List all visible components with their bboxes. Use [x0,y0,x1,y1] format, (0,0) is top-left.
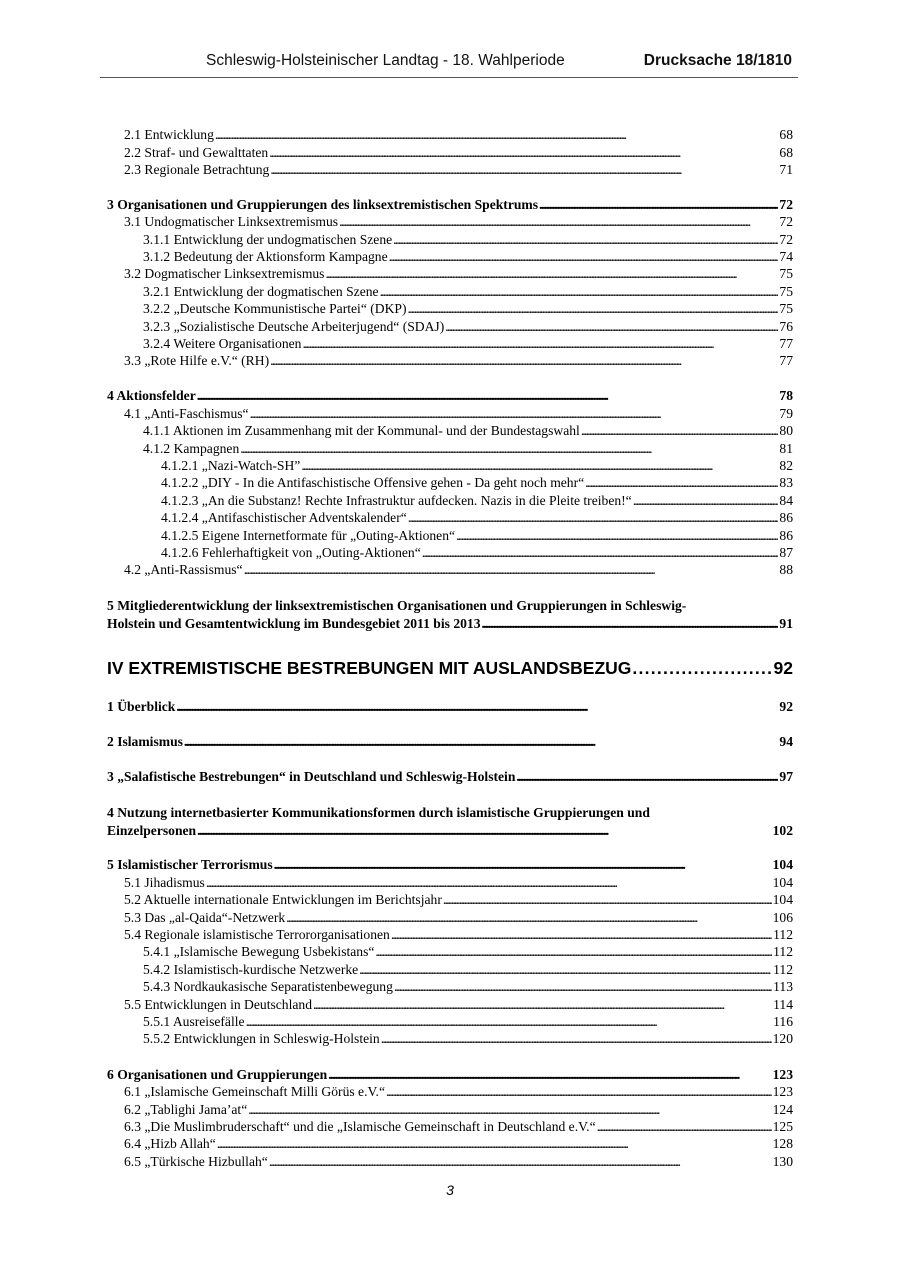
toc-entry[interactable]: 6.5 „Türkische Hizbullah“ . . . 130 [107,1153,793,1170]
toc-entry[interactable]: 4.1.1 Aktionen im Zusammenhang mit der Kommunal- und der Bundestagswahl . . . 80 [107,422,793,439]
toc-entry-multiline[interactable]: 4 Nutzung internetbasierter Kommunikationsformen durch islamistische Gruppierungen und Einzelpersonen . . . 102 [107,804,793,839]
toc-entry[interactable]: 5.4.1 „Islamische Bewegung Usbekistans“ . . . 112 [107,943,793,960]
toc-entry[interactable]: 5.5.2 Entwicklungen in Schleswig-Holstein . . . 120 [107,1030,793,1047]
toc-entry-multiline[interactable]: 5 Mitgliederentwicklung der linksextremistischen Organisationen und Gruppierungen in Schleswig- Holstein und Gesamtentwicklung im Bundesgebiet 2011 bis 2013 . . . 91 [107,597,793,632]
toc-entry[interactable]: 6.2 „Tablighi Jama’at“ . . . 124 [107,1101,793,1118]
toc-entry[interactable]: 4.1.2.6 Fehlerhaftigkeit von „Outing-Aktionen“ . . . 87 [107,544,793,561]
toc-entry[interactable]: 5.4 Regionale islamistische Terrororganisationen . . . 112 [107,926,793,943]
toc-entry[interactable]: 6.1 „Islamische Gemeinschaft Milli Görüs e.V.“ . . . 123 [107,1083,793,1100]
toc-entry[interactable]: 4.1.2.4 „Antifaschistischer Adventskalender“ . . . 86 [107,509,793,526]
toc-entry[interactable]: 3.1.2 Bedeutung der Aktionsform Kampagne . . . 74 [107,248,793,265]
page-header [100,52,798,74]
toc-entry[interactable]: 3.2.2 „Deutsche Kommunistische Partei“ (DKP) . . . 75 [107,300,793,317]
toc-entry[interactable]: 3.1.1 Entwicklung der undogmatischen Szene . . . 72 [107,231,793,248]
toc-entry[interactable]: 4 Aktionsfelder . . . 78 [107,387,793,404]
toc-entry[interactable]: 5 Islamistischer Terrorismus . . . 104 [107,856,793,873]
header-divider [100,77,798,78]
toc-entry[interactable]: 6 Organisationen und Gruppierungen . . . 123 [107,1066,793,1083]
toc-entry[interactable]: 5.4.3 Nordkaukasische Separatistenbewegung . . . 113 [107,978,793,995]
toc-entry[interactable]: 4.2 „Anti-Rassismus“ . . . 88 [107,561,793,578]
toc-entry[interactable]: 3.2.1 Entwicklung der dogmatischen Szene . . . 75 [107,283,793,300]
toc-entry[interactable]: 3.2.4 Weitere Organisationen . . . 77 [107,335,793,352]
toc-entry[interactable]: 5.5.1 Ausreisefälle . . . 116 [107,1013,793,1030]
toc-entry[interactable]: 6.4 „Hizb Allah“ . . . 128 [107,1135,793,1152]
toc-entry[interactable]: 3 „Salafistische Bestrebungen“ in Deutschland und Schleswig-Holstein . . . 97 [107,768,793,785]
toc-entry[interactable]: 3 Organisationen und Gruppierungen des linksextremistischen Spektrums . . . 72 [107,196,793,213]
toc-entry[interactable]: 3.2.3 „Sozialistische Deutsche Arbeiterjugend“ (SDAJ) . . . 76 [107,318,793,335]
toc-entry[interactable]: 3.1 Undogmatischer Linksextremismus . . . 72 [107,213,793,230]
toc-entry[interactable]: 4.1.2.3 „An die Substanz! Rechte Infrastruktur aufdecken. Nazis in die Pleite treiben!“ . . . 84 [107,492,793,509]
toc-entry[interactable]: 4.1.2 Kampagnen . . . 81 [107,440,793,457]
toc-entry[interactable]: 2.3 Regionale Betrachtung . . . 71 [107,161,793,178]
toc-entry[interactable]: 5.3 Das „al-Qaida“-Netzwerk . . . 106 [107,909,793,926]
toc-entry[interactable]: 6.3 „Die Muslimbruderschaft“ und die „Islamische Gemeinschaft in Deutschland e.V.“ . . . 125 [107,1118,793,1135]
toc-entry[interactable]: 2.1 Entwicklung . . . 68 [107,126,793,143]
toc-entry[interactable]: 3.2 Dogmatischer Linksextremismus . . . 75 [107,265,793,282]
toc-part-heading[interactable]: IV EXTREMISTISCHE BESTREBUNGEN MIT AUSLANDSBEZUG . . . 92 [107,657,793,679]
page-number: 3 [446,1182,454,1198]
document-number: Drucksache 18/1810 [643,52,792,69]
toc-entry[interactable]: 5.5 Entwicklungen in Deutschland . . . 114 [107,996,793,1013]
toc-entry[interactable]: 2.2 Straf- und Gewalttaten . . . 68 [107,144,793,161]
toc-entry[interactable]: 4.1.2.5 Eigene Internetformate für „Outing-Aktionen“ . . . 86 [107,527,793,544]
toc-entry[interactable]: 4.1.2.2 „DIY - In die Antifaschistische Offensive gehen - Da geht noch mehr“ . . . 83 [107,474,793,491]
toc-entry[interactable]: 3.3 „Rote Hilfe e.V.“ (RH) . . . 77 [107,352,793,369]
header-title: Schleswig-Holsteinischer Landtag - 18. Wahlperiode [206,52,565,69]
toc-entry[interactable]: 5.4.2 Islamistisch-kurdische Netzwerke . . . 112 [107,961,793,978]
toc-entry[interactable]: 4.1 „Anti-Faschismus“ . . . 79 [107,405,793,422]
toc-entry[interactable]: 1 Überblick . . . 92 [107,698,793,715]
toc-entry[interactable]: 5.2 Aktuelle internationale Entwicklungen im Berichtsjahr . . . 104 [107,891,793,908]
toc-entry[interactable]: 5.1 Jihadismus . . . 104 [107,874,793,891]
toc-entry[interactable]: 4.1.2.1 „Nazi-Watch-SH” . . . 82 [107,457,793,474]
toc-entry[interactable]: 2 Islamismus . . . 94 [107,733,793,750]
